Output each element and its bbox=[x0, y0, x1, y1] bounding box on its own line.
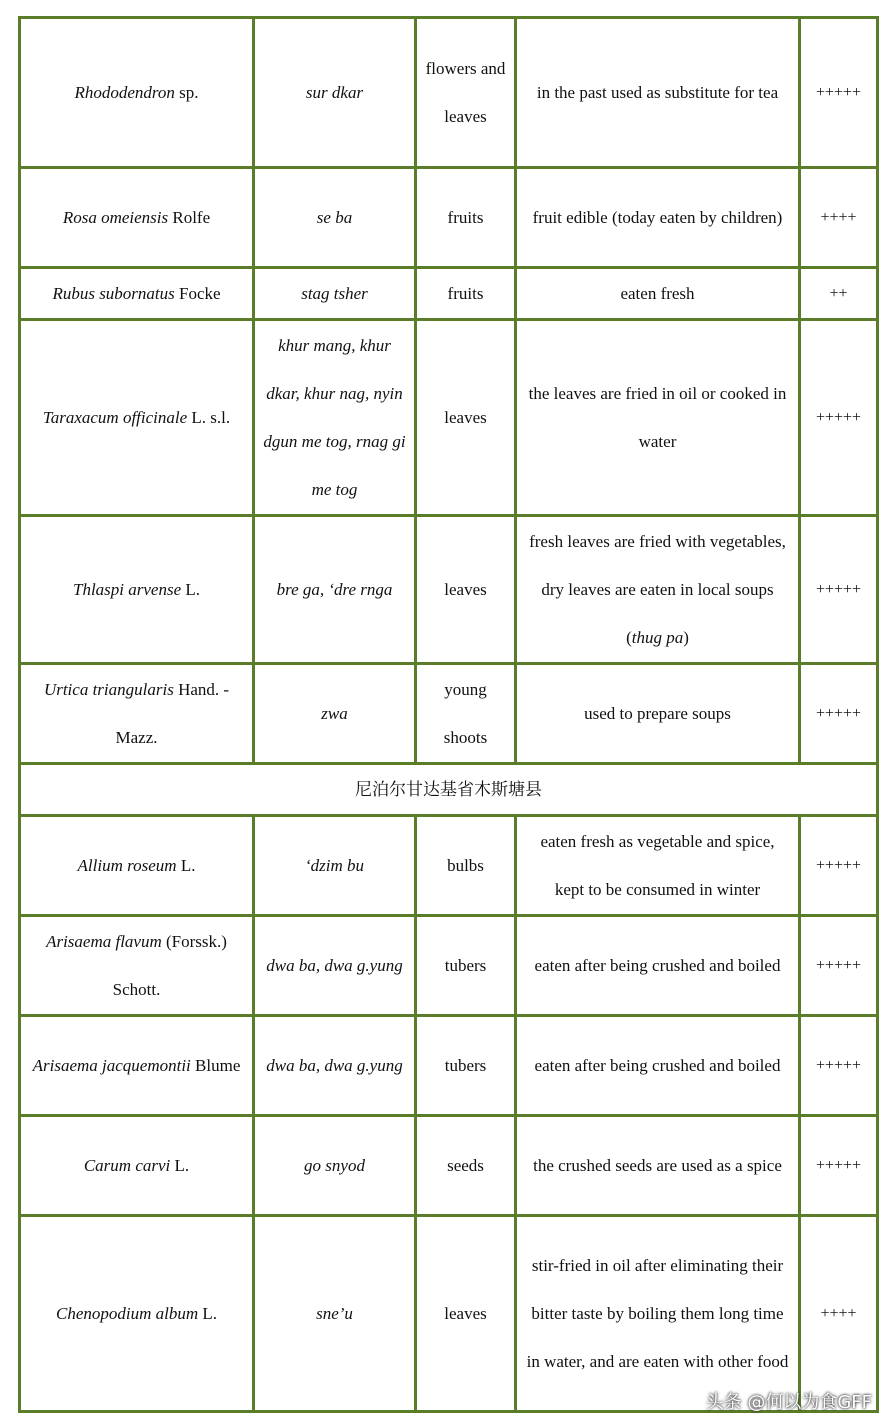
table-row bbox=[20, 1116, 878, 1216]
species-cell bbox=[20, 664, 254, 764]
species-cell bbox=[20, 18, 254, 168]
species-cell bbox=[20, 916, 254, 1016]
use-text: used to prepare soups bbox=[584, 703, 731, 723]
species-name: Thlaspi arvense bbox=[72, 579, 182, 599]
species-name: Taraxacum officinale bbox=[42, 407, 188, 427]
table-row bbox=[20, 268, 878, 320]
abundance-cell: +++++ bbox=[800, 816, 878, 916]
species-cell bbox=[20, 320, 254, 516]
plant-part-cell: leaves bbox=[416, 516, 516, 664]
plant-part-cell: tubers bbox=[416, 916, 516, 1016]
table-row bbox=[20, 916, 878, 1016]
table-row bbox=[20, 516, 878, 664]
local-name-cell: zwa bbox=[254, 664, 416, 764]
table-row bbox=[20, 816, 878, 916]
use-text: eaten after being crushed and boiled bbox=[534, 955, 781, 975]
abundance-cell: +++++ bbox=[800, 516, 878, 664]
abundance-cell: ++++ bbox=[800, 168, 878, 268]
species-name: Rubus subornatus bbox=[52, 283, 175, 303]
species-author: sp. bbox=[174, 82, 199, 102]
abundance-cell: +++++ bbox=[800, 916, 878, 1016]
abundance-cell: ++ bbox=[800, 268, 878, 320]
local-name-cell: se ba bbox=[254, 168, 416, 268]
species-cell bbox=[20, 516, 254, 664]
abundance-cell: +++++ bbox=[800, 18, 878, 168]
watermark: 头条 @何以为食GFF bbox=[705, 1392, 872, 1413]
species-cell bbox=[20, 1116, 254, 1216]
table-row bbox=[20, 18, 878, 168]
use-cell bbox=[516, 664, 800, 764]
species-author: Rolfe bbox=[168, 207, 211, 227]
table-row bbox=[20, 1016, 878, 1116]
species-name: Arisaema jacquemontii bbox=[32, 1055, 191, 1075]
use-text-italic: thug pa bbox=[631, 627, 684, 647]
plant-part-cell: leaves bbox=[416, 1216, 516, 1412]
use-text: eaten fresh bbox=[620, 283, 695, 303]
species-name: Rosa omeiensis bbox=[62, 207, 169, 227]
abundance-cell: ++++ bbox=[800, 1216, 878, 1412]
species-author: Blume bbox=[190, 1055, 241, 1075]
wild-plants-table bbox=[18, 16, 879, 1413]
abundance-cell: +++++ bbox=[800, 320, 878, 516]
plant-part-cell: bulbs bbox=[416, 816, 516, 916]
use-cell bbox=[516, 1016, 800, 1116]
plant-part-cell: fruits bbox=[416, 168, 516, 268]
species-cell bbox=[20, 268, 254, 320]
use-text-end: ) bbox=[683, 627, 689, 647]
species-name: Rhododendron bbox=[74, 82, 175, 102]
species-cell bbox=[20, 168, 254, 268]
plant-part-cell: tubers bbox=[416, 1016, 516, 1116]
local-name-cell: stag tsher bbox=[254, 268, 416, 320]
local-name-cell: dwa ba, dwa g.yung bbox=[254, 916, 416, 1016]
species-name: Chenopodium album bbox=[55, 1303, 199, 1323]
species-author: L. bbox=[198, 1303, 218, 1323]
species-cell bbox=[20, 1016, 254, 1116]
table-row bbox=[20, 1216, 878, 1412]
use-cell bbox=[516, 1116, 800, 1216]
local-name-cell: bre ga, ‘dre rnga bbox=[254, 516, 416, 664]
use-cell bbox=[516, 18, 800, 168]
species-author: (Forssk.) Schott. bbox=[112, 931, 227, 999]
use-text: fresh leaves are fried with vegetables, dry leaves are eaten in local soups ( bbox=[529, 531, 786, 647]
abundance-cell: +++++ bbox=[800, 1016, 878, 1116]
use-text: the leaves are fried in oil or cooked in water bbox=[528, 383, 787, 451]
plant-part-cell: young shoots bbox=[416, 664, 516, 764]
species-author: L. bbox=[181, 579, 201, 599]
species-name: Carum carvi bbox=[83, 1155, 171, 1175]
use-cell bbox=[516, 816, 800, 916]
species-author: Hand. -Mazz. bbox=[115, 679, 230, 747]
local-name-cell: khur mang, khur dkar, khur nag, nyin dgun me tog, rnag gi me tog bbox=[254, 320, 416, 516]
use-text: eaten after being crushed and boiled bbox=[534, 1055, 781, 1075]
species-name: Arisaema flavum bbox=[46, 931, 162, 951]
use-cell bbox=[516, 516, 800, 664]
use-text: stir-fried in oil after eliminating their bitter taste by boiling them long time in water, and are eaten with other food bbox=[526, 1255, 789, 1371]
table-row bbox=[20, 664, 878, 764]
local-name-cell: dwa ba, dwa g.yung bbox=[254, 1016, 416, 1116]
use-text: the crushed seeds are used as a spice bbox=[533, 1155, 782, 1175]
use-cell bbox=[516, 1216, 800, 1412]
use-text: fruit edible (today eaten by children) bbox=[532, 207, 783, 227]
use-cell bbox=[516, 320, 800, 516]
species-author: L. bbox=[176, 855, 196, 875]
species-cell bbox=[20, 1216, 254, 1412]
plant-part-cell: leaves bbox=[416, 320, 516, 516]
species-author: L. s.l. bbox=[187, 407, 231, 427]
plant-part-cell: fruits bbox=[416, 268, 516, 320]
table-row bbox=[20, 320, 878, 516]
section-header-row bbox=[20, 764, 878, 816]
species-name: Urtica triangularis bbox=[43, 679, 174, 699]
abundance-cell: +++++ bbox=[800, 664, 878, 764]
species-author: Focke bbox=[174, 283, 221, 303]
species-name: Allium roseum bbox=[77, 855, 177, 875]
local-name-cell: sur dkar bbox=[254, 18, 416, 168]
section-title: 尼泊尔甘达基省木斯塘县 bbox=[20, 764, 878, 816]
use-text: eaten fresh as vegetable and spice, kept to be consumed in winter bbox=[540, 831, 775, 899]
plant-part-cell: flowers and leaves bbox=[416, 18, 516, 168]
species-cell bbox=[20, 816, 254, 916]
local-name-cell: ‘dzim bu bbox=[254, 816, 416, 916]
local-name-cell: go snyod bbox=[254, 1116, 416, 1216]
table-row bbox=[20, 168, 878, 268]
use-cell bbox=[516, 268, 800, 320]
use-cell bbox=[516, 916, 800, 1016]
species-author: L. bbox=[170, 1155, 190, 1175]
plant-part-cell: seeds bbox=[416, 1116, 516, 1216]
use-text: in the past used as substitute for tea bbox=[536, 82, 779, 102]
abundance-cell: +++++ bbox=[800, 1116, 878, 1216]
local-name-cell: sne’u bbox=[254, 1216, 416, 1412]
use-cell bbox=[516, 168, 800, 268]
